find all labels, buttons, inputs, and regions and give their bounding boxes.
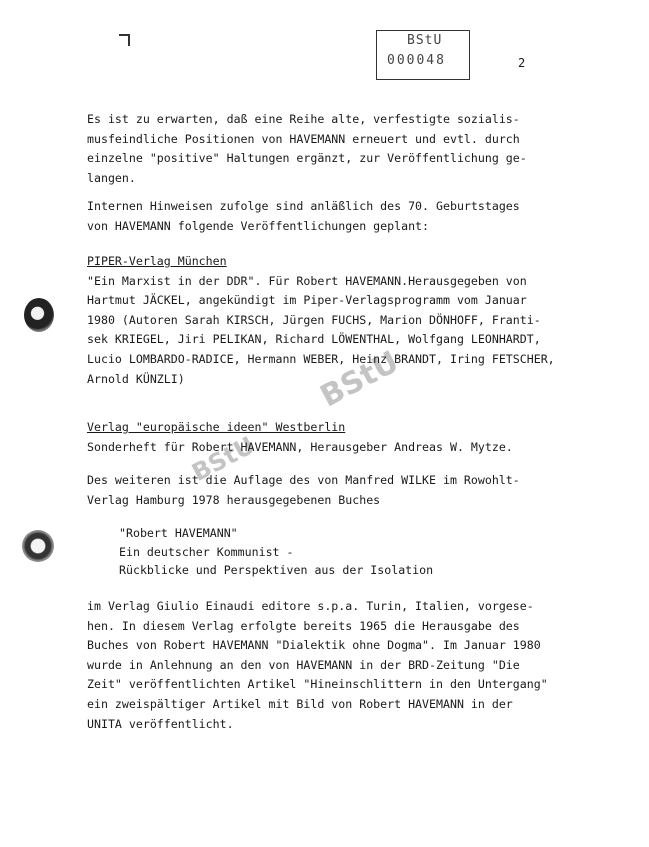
text-line: Arnold KÜNZLI) [87,371,185,386]
punch-hole [24,298,54,332]
text-line: wurde in Anlehnung an den von HAVEMANN in der BRD-Zeitung "Die [87,657,520,672]
book-title-quote [119,524,433,580]
text-line: Internen Hinweisen zufolge sind anläßlich des 70. Geburtstages [87,199,520,213]
text-line: Zeit" veröffentlichten Artikel "Hineinschlittern in den Untergang" [87,677,548,692]
stamp-line-1: BStU [407,33,443,48]
paragraph-einaudi [87,597,587,734]
text-line: langen. [87,170,136,185]
page-number: 2 [518,56,526,70]
text-line: Verlag Hamburg 1978 herausgegebenen Buches [87,492,381,507]
text-line: sek KRIEGEL, Jiri PELIKAN, Richard LÖWENTHAL, Wolfgang LEONHARDT, [87,332,541,347]
paragraph-wilke [87,471,587,510]
text-line: einzelne "positive" Haltungen ergänzt, zur Veröffentlichung ge- [87,151,527,166]
section-piper [87,252,587,389]
text-line: Sonderheft für Robert HAVEMANN, Herausgeber Andreas W. Mytze. [87,439,513,454]
archive-stamp [376,30,470,80]
paragraph-hints [87,197,587,236]
text-line: "Ein Marxist in der DDR". Für Robert HAVEMANN.Herausgegeben von [87,273,527,288]
stamp-line-2: 000048 [387,53,446,68]
watermark: BStU [314,344,405,415]
text-line: "Robert HAVEMANN" [119,526,238,540]
text-line: Es ist zu erwarten, daß eine Reihe alte, verfestigte sozialis- [87,112,520,126]
text-line: ein zweispältiger Artikel mit Bild von Robert HAVEMANN in der [87,696,513,711]
text-line: Buches von Robert HAVEMANN "Dialektik ohne Dogma". Im Januar 1980 [87,638,541,653]
text-line: musfeindliche Positionen von HAVEMANN erneuert und evtl. durch [87,131,520,146]
text-line: Rückblicke und Perspektiven aus der Isolation [119,563,434,577]
text-line: Ein deutscher Kommunist - [119,544,294,559]
section-europaeische-ideen [87,418,587,457]
text-line: hen. In diesem Verlag erfolgte bereits 1965 die Herausgabe des [87,618,520,633]
text-line: 1980 (Autoren Sarah KIRSCH, Jürgen FUCHS, Marion DÖNHOFF, Franti- [87,312,541,327]
punch-hole [22,530,54,562]
text-line: Lucio LOMBARDO-RADICE, Hermann WEBER, Heinz BRANDT, Iring FETSCHER, [87,351,555,366]
watermark: BStU [187,431,260,487]
text-line: UNITA veröffentlicht. [87,716,234,731]
text-line: von HAVEMANN folgende Veröffentlichungen geplant: [87,218,430,233]
section-heading: Verlag "europäische ideen" Westberlin [87,420,346,434]
section-heading: PIPER-Verlag München [87,254,227,268]
text-line: Des weiteren ist die Auflage des von Manfred WILKE im Rowohlt- [87,473,520,487]
text-line: im Verlag Giulio Einaudi editore s.p.a. Turin, Italien, vorgese- [87,599,534,613]
corner-mark [128,34,130,46]
paragraph-intro [87,110,587,188]
text-line: Hartmut JÄCKEL, angekündigt im Piper-Verlagsprogramm vom Januar [87,293,527,308]
